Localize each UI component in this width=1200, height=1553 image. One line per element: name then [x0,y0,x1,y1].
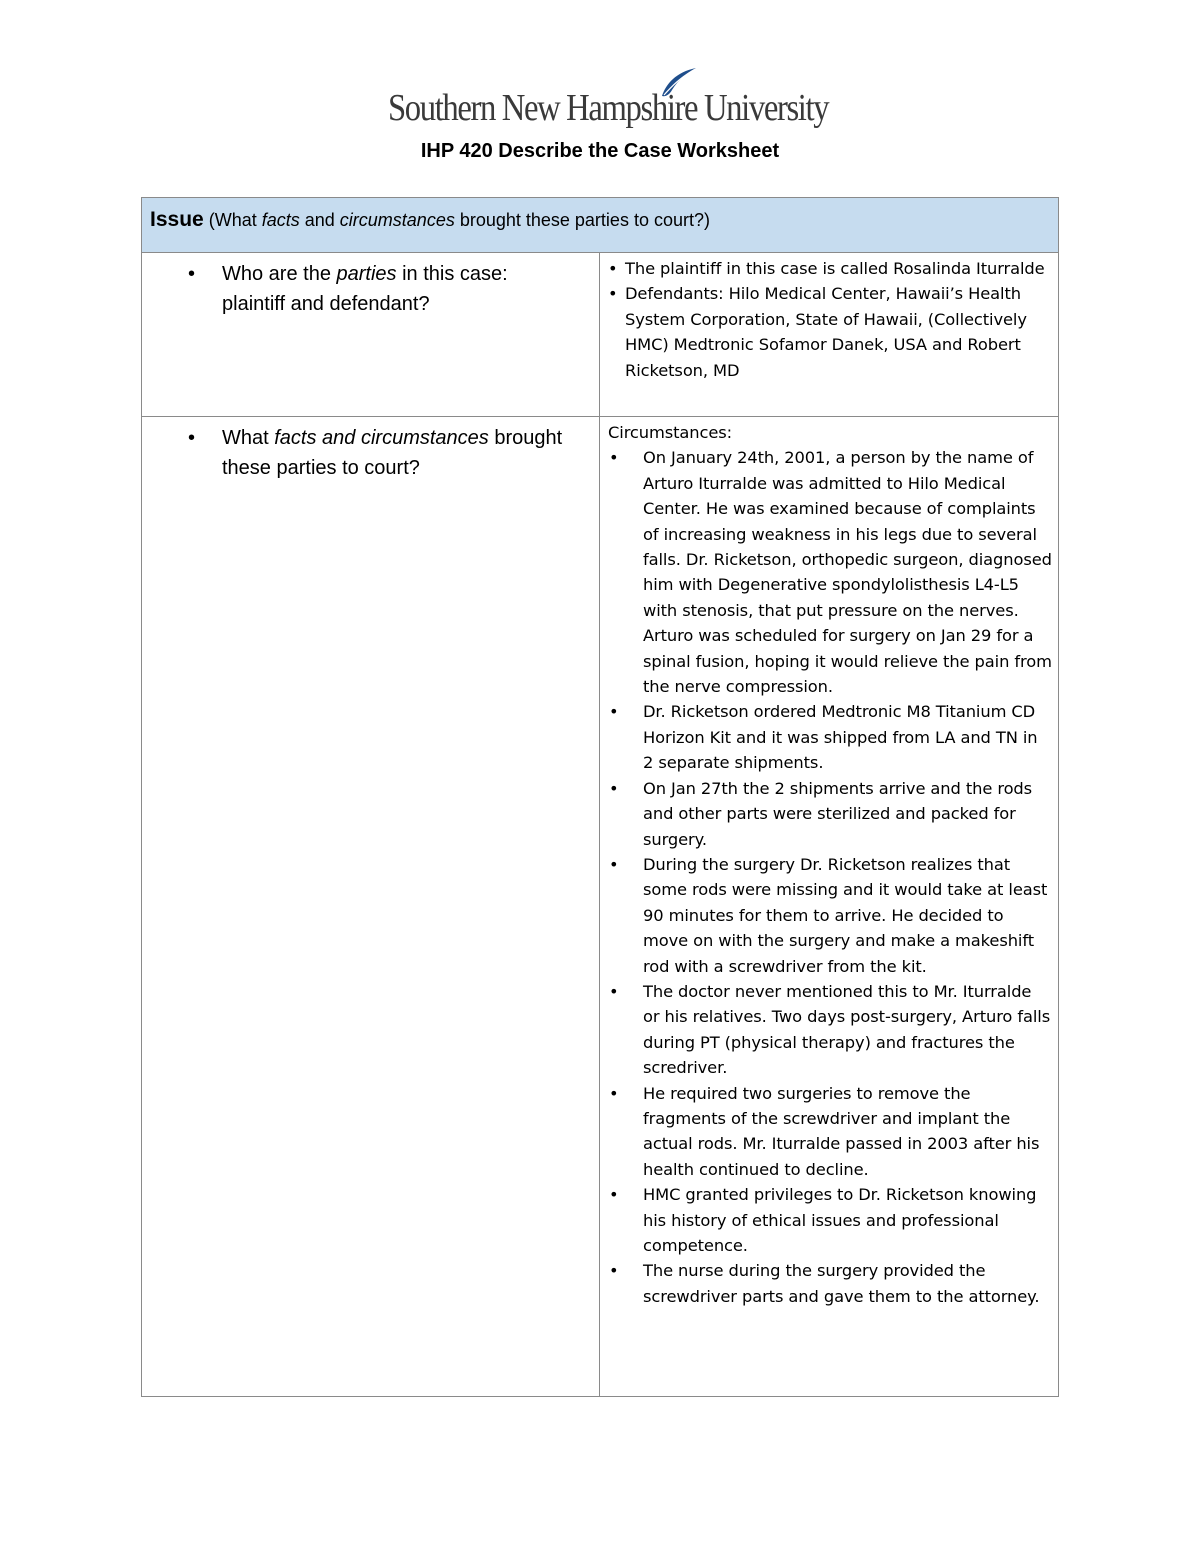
question-cell [142,417,600,1397]
list-item: • During the surgery Dr. Ricketson realizes that some rods were missing and it would take at least 90 minutes for them to arrive. He decided to move on with the surgery and make a makeshift rod with a screwdriver from the kit. [608,852,1052,979]
answers-heading: Circumstances: [608,423,733,442]
university-name: Southern New Hampshire University [388,87,829,129]
page-title: IHP 420 Describe the Case Worksheet [420,140,780,162]
list-item: • Defendants: Hilo Medical Center, Hawaii’s Health System Corporation, State of Hawaii, (Collectively HMC) Medtronic Sofamor Danek, USA and Robert Ricketson, MD [608,281,1052,383]
answer-cell [600,253,1059,417]
answer-list [608,445,1052,1309]
list-item: • The plaintiff in this case is called Rosalinda Iturralde [608,256,1052,281]
issue-prompt-circumstances: circumstances [339,210,455,230]
answer-cell [600,417,1059,1397]
worksheet-table [141,197,1059,1397]
table-row [142,253,1059,417]
list-item: • HMC granted privileges to Dr. Ricketson knowing his history of ethical issues and professional competence. [608,1182,1052,1258]
question-text-c: in this case: [396,263,508,285]
bullet-icon: • [188,263,196,285]
table-row [142,417,1059,1397]
issue-prompt-a: (What [208,210,262,230]
issue-prompt-e: brought these parties to court?) [454,210,710,230]
bullet-icon: • [188,427,196,449]
issue-prompt-c: and [299,210,340,230]
question-text-d: plaintiff and defendant? [222,293,430,315]
list-item: • The nurse during the surgery provided the screwdriver parts and gave them to the attorney. [608,1258,1052,1309]
question-text-a: Who are the [222,263,337,285]
issue-label: Issue [150,208,204,231]
answer-list [608,256,1052,383]
list-item: • Dr. Ricketson ordered Medtronic M8 Titanium CD Horizon Kit and it was shipped from LA and TN in 2 separate shipments. [608,699,1052,775]
issue-header [142,198,1059,253]
list-item: • On Jan 27th the 2 shipments arrive and the rods and other parts were sterilized and packed for surgery. [608,776,1052,852]
question-text-a: What [222,427,275,449]
list-item: • On January 24th, 2001, a person by the name of Arturo Iturralde was admitted to Hilo Medical Center. He was examined because of complaints of increasing weakness in his legs due to several falls. Dr. Ricketson, orthopedic surgeon, diagnosed him with Degenerative spondylolisthesis L4-L5 with stenosis, that put pressure on the nerves. Arturo was scheduled for surgery on Jan 29 for a spinal fusion, hoping it would relieve the pain from the nerve compression. [608,445,1052,699]
question-text-c: brought [488,427,563,449]
question-text-facts: facts and circumstances [274,427,489,449]
question-cell [142,253,600,417]
question-text-parties: parties [336,263,397,285]
list-item: • He required two surgeries to remove the fragments of the screwdriver and implant the actual rods. Mr. Iturralde passed in 2003 after his health continued to decline. [608,1081,1052,1183]
issue-prompt-facts: facts [261,210,300,230]
university-logo [388,66,829,138]
list-item: • The doctor never mentioned this to Mr. Iturralde or his relatives. Two days post-surgery, Arturo falls during PT (physical therapy) and fractures the scredriver. [608,979,1052,1081]
question-text-d: these parties to court? [222,457,420,479]
